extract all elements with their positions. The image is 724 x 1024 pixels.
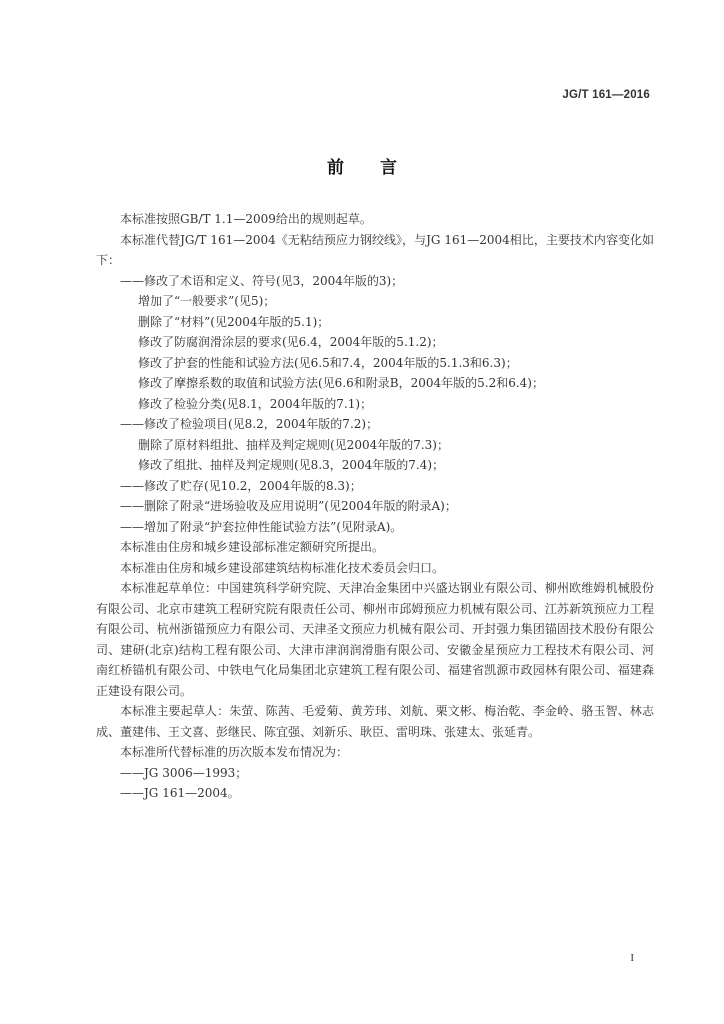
change-item: 修改了摩擦系数的取值和试验方法(见6.6和附录B，2004年版的5.2和6.4)； [138,376,544,390]
change-item: 修改了检验分类(见8.1，2004年版的7.1)； [138,396,373,411]
page-title: 前言 [327,158,433,178]
document-body [96,209,654,804]
paragraph-history-intro: 本标准所代替标准的历次版本发布情况为： [120,745,349,759]
change-item: 修改了防腐润滑涂层的要求(见6.4，2004年版的5.1.2)； [138,335,444,349]
paragraph-drafting-units: 本标准起草单位：中国建筑科学研究院、天津冶金集团中兴盛达钢业有限公司、柳州欧维姆机械股份有限公司、北京市建筑工程研究院有限责任公司、柳州市邱姆预应力机械有限公司、江苏新筑预应力工程有限公司、杭州浙锚预应力有限公司、天津圣文预应力机械有限公司、开封强力集团锚固技术股份有限公司、建研(北京)结构工程有限公司、大津市津润润滑脂有限公司、安徽金星预应力工程技术有限公司、河南红桥锚机有限公司、中铁电气化局集团北京建筑工程有限公司、福建省凯源市政园林有限公司、福建森正建设有限公司。 [96,581,654,698]
change-item: 修改了组批、抽样及判定规则(见8.3，2004年版的7.4)； [138,458,445,472]
change-item: 删除了原材料组批、抽样及判定规则(见2004年版的7.3)； [138,437,449,452]
change-item: ——修改了检验项目(见8.2，2004年版的7.2)； [120,417,379,431]
paragraph-replaces: 本标准代替JG/T 161—2004《无粘结预应力钢绞线》，与JG 161—2004相比，主要技术内容变化如下： [96,232,654,267]
change-item: ——修改了术语和定义、符号(见3，2004年版的3)； [120,273,404,288]
change-item: 增加了“一般要求”(见5)； [138,294,276,308]
change-item: ——修改了贮存(见10.2，2004年版的8.3)； [120,478,362,493]
history-item: ——JG 3006—1993； [120,765,248,780]
change-item: 删除了“材料”(见2004年版的5.1)； [138,314,330,329]
history-item: ——JG 161—2004。 [120,786,240,800]
standard-code: JG/T 161—2016 [562,89,650,101]
paragraph-proposed-by: 本标准由住房和城乡建设部标准定额研究所提出。 [120,540,385,554]
paragraph-managed-by: 本标准由住房和城乡建设部建筑结构标准化技术委员会归口。 [120,560,445,575]
page-number: I [630,952,634,964]
paragraph-drafters: 本标准主要起草人：朱萤、陈茜、毛爱菊、黄芳玮、刘航、栗文彬、梅治乾、李金岭、骆玉智、林志成、董建伟、王文喜、彭继民、陈宜强、刘新乐、耿臣、雷明珠、张建太、张延青。 [96,704,654,739]
paragraph-drafting-rules: 本标准按照GB/T 1.1—2009给出的规则起草。 [120,212,372,226]
change-item: ——删除了附录“进场验收及应用说明”(见2004年版的附录A)； [120,499,457,513]
change-item: 修改了护套的性能和试验方法(见6.5和7.4，2004年版的5.1.3和6.3)； [138,355,518,370]
change-item: ——增加了附录“护套拉伸性能试验方法”(见附录A)。 [120,519,403,534]
